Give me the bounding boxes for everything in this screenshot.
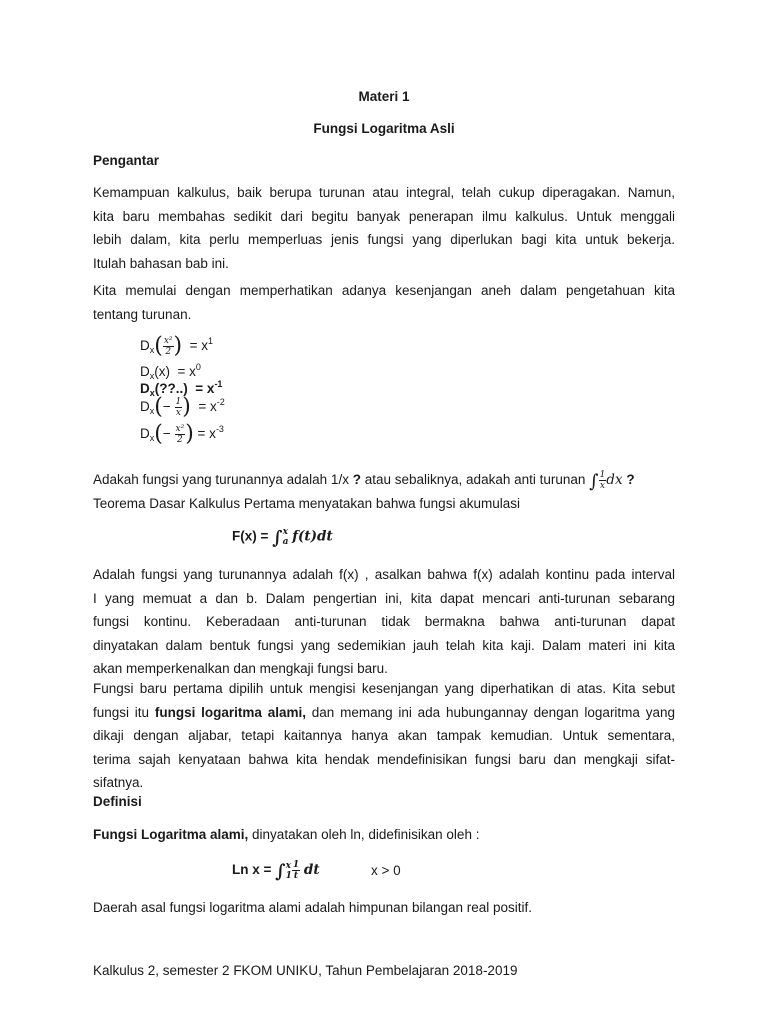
paren-open: ( <box>154 333 163 359</box>
exponent: 0 <box>195 362 201 372</box>
continuity-paragraph <box>93 563 675 681</box>
continuity-line: I yang memuat a dan b. Dalam pengertian ini, kita dapat mencari anti-turunan sebarang <box>93 590 675 606</box>
intro-paragraph <box>93 181 675 275</box>
rhs: = x <box>197 426 216 442</box>
domain-condition: x > 0 <box>371 863 401 878</box>
continuity-line: dinyatakan dalam bentuk fungsi yang sedemikian jauh telah kita kaji. Dalam materi ini kita <box>93 637 675 653</box>
intro-line: lebih dalam, kita perlu memperluas jenis fungsi yang diperlukan bagi kita untuk bekerja. <box>93 232 675 247</box>
minus-sign: − <box>162 426 171 442</box>
rhs: = x <box>189 338 209 354</box>
fraction <box>163 336 174 357</box>
new-function-line: Fungsi baru pertama dipilih untuk mengisi kesenjangan yang diperhatikan di atas. Kita sebut <box>93 681 675 696</box>
accumulation-formula <box>232 527 333 549</box>
d-subscript: x <box>149 433 155 444</box>
paren-open: ( <box>154 421 163 447</box>
upper-limit: x <box>282 527 288 537</box>
definition-line <box>93 827 479 842</box>
question-mark: ? <box>352 472 361 488</box>
d-operator: D <box>140 338 150 354</box>
exponent: -1 <box>214 379 223 389</box>
gap-paragraph <box>93 279 675 326</box>
fraction-den: 2 <box>176 435 183 445</box>
fraction <box>175 424 186 445</box>
new-function-line: sifatnya. <box>93 775 144 790</box>
fraction-den: x <box>599 481 605 491</box>
integrand: f(t)dt <box>292 528 333 545</box>
fraction-num: 1 <box>175 397 182 407</box>
fraction-den: 2 <box>165 347 172 357</box>
definition-text: dinyatakan oleh ln, didefinisikan oleh : <box>252 827 480 842</box>
paren-close: ) <box>185 421 194 447</box>
continuity-line: Adalah fungsi yang turunannya adalah f(x) , asalkan bahwa f(x) adalah kontinu pada interval <box>93 567 675 582</box>
differential: dx <box>606 472 623 489</box>
exponent: 1 <box>208 336 214 347</box>
integral-limits <box>283 527 289 547</box>
domain-statement: Daerah asal fungsi logaritma alami adalah himpunan bilangan real positif. <box>93 900 533 915</box>
lower-limit: a <box>282 537 289 547</box>
intro-line: kita baru membahas sedikit dari begitu banyak penerapan ilmu kalkulus. Untuk menggali <box>93 208 675 224</box>
gap-line: tentang turunan. <box>93 306 192 322</box>
d-subscript: x <box>149 406 155 417</box>
continuity-line: fungsi kontinu. Keberadaan anti-turunan tidak bermakna bahwa anti-turunan dapat <box>93 614 675 629</box>
rhs: = x <box>195 381 215 396</box>
d-subscript: x <box>149 388 155 398</box>
ln-definition-formula <box>232 860 320 882</box>
definition-term: Fungsi Logaritma alami, <box>93 827 249 842</box>
d-subscript: x <box>149 371 155 381</box>
d-operator: D <box>140 364 150 379</box>
intro-line: Kemampuan kalkulus, baik berupa turunan atau integral, telah cukup diperagakan. Namun, <box>93 185 675 200</box>
material-title: Materi 1 <box>358 89 410 104</box>
fraction-num: x² <box>163 336 173 346</box>
fraction-den: t <box>293 871 299 881</box>
d-operator: D <box>140 426 150 442</box>
formula-lhs: Ln x = <box>232 862 272 878</box>
new-function-line: terima sajah kenyataan bahwa kita hendak mendefinisikan fungsi baru dan mengkaji sifat- <box>93 751 675 767</box>
differential: dt <box>303 862 320 879</box>
fraction-num: x² <box>175 424 185 434</box>
fraction-den: x <box>175 408 181 418</box>
d-operator: D <box>140 381 150 396</box>
fraction-num: 1 <box>292 860 300 870</box>
fraction <box>292 860 300 881</box>
lower-limit: 1 <box>285 870 292 881</box>
derivative-row-5 <box>140 421 224 447</box>
minus-sign: − <box>162 399 171 415</box>
question-mark: ? <box>626 472 635 488</box>
rhs: = x <box>177 364 196 379</box>
new-function-paragraph <box>93 677 675 795</box>
theorem-line: Teorema Dasar Kalkulus Pertama menyatakan bahwa fungsi akumulasi <box>93 496 520 511</box>
integral-sign: ∫ <box>272 527 283 549</box>
derivative-row-4 <box>140 394 225 420</box>
argument: (x) <box>154 364 170 379</box>
text-run: fungsi itu <box>93 704 150 720</box>
exponent: -2 <box>216 397 225 408</box>
upper-limit: x <box>285 860 291 871</box>
new-function-line: dikaji dengan aljabar, tetapi kaitannya hanya akan tampak kemudian. Untuk sementara, <box>93 728 675 743</box>
question-text-2: atau sebaliknya, adakah anti turunan <box>364 472 586 488</box>
paren-close: ) <box>173 333 183 359</box>
argument: (??..) <box>154 381 188 396</box>
derivative-row-1 <box>140 333 214 359</box>
question-line <box>93 470 675 492</box>
d-operator: D <box>140 399 150 415</box>
gap-line: Kita memulai dengan memperhatikan adanya kesenjangan aneh dalam pengetahuan kita <box>93 283 675 298</box>
integral-sign: ∫ <box>589 471 599 493</box>
exponent: -3 <box>215 424 224 435</box>
rhs: = x <box>198 399 217 415</box>
integral-sign: ∫ <box>275 861 286 883</box>
chapter-title: Fungsi Logaritma Asli <box>313 121 455 136</box>
intro-line: Itulah bahasan bab ini. <box>93 255 229 271</box>
question-text: Adakah fungsi yang turunannya adalah 1/x <box>93 472 349 488</box>
paren-open: ( <box>154 394 163 420</box>
pengantar-heading: Pengantar <box>93 153 160 168</box>
page-footer: Kalkulus 2, semester 2 FKOM UNIKU, Tahun Pembelajaran 2018-2019 <box>93 963 518 978</box>
formula-lhs: F(x) = <box>232 528 269 544</box>
d-subscript: x <box>149 345 155 356</box>
continuity-line: akan memperkenalkan dan mengkaji fungsi baru. <box>93 661 388 676</box>
fraction-num: 1 <box>599 470 606 480</box>
text-run: dan memang ini ada hubungannay dengan logaritma yang <box>311 704 675 720</box>
paren-close: ) <box>182 394 191 420</box>
definisi-heading: Definisi <box>93 794 142 809</box>
bold-term: fungsi logaritma alami, <box>154 704 306 720</box>
new-function-line <box>93 701 675 725</box>
